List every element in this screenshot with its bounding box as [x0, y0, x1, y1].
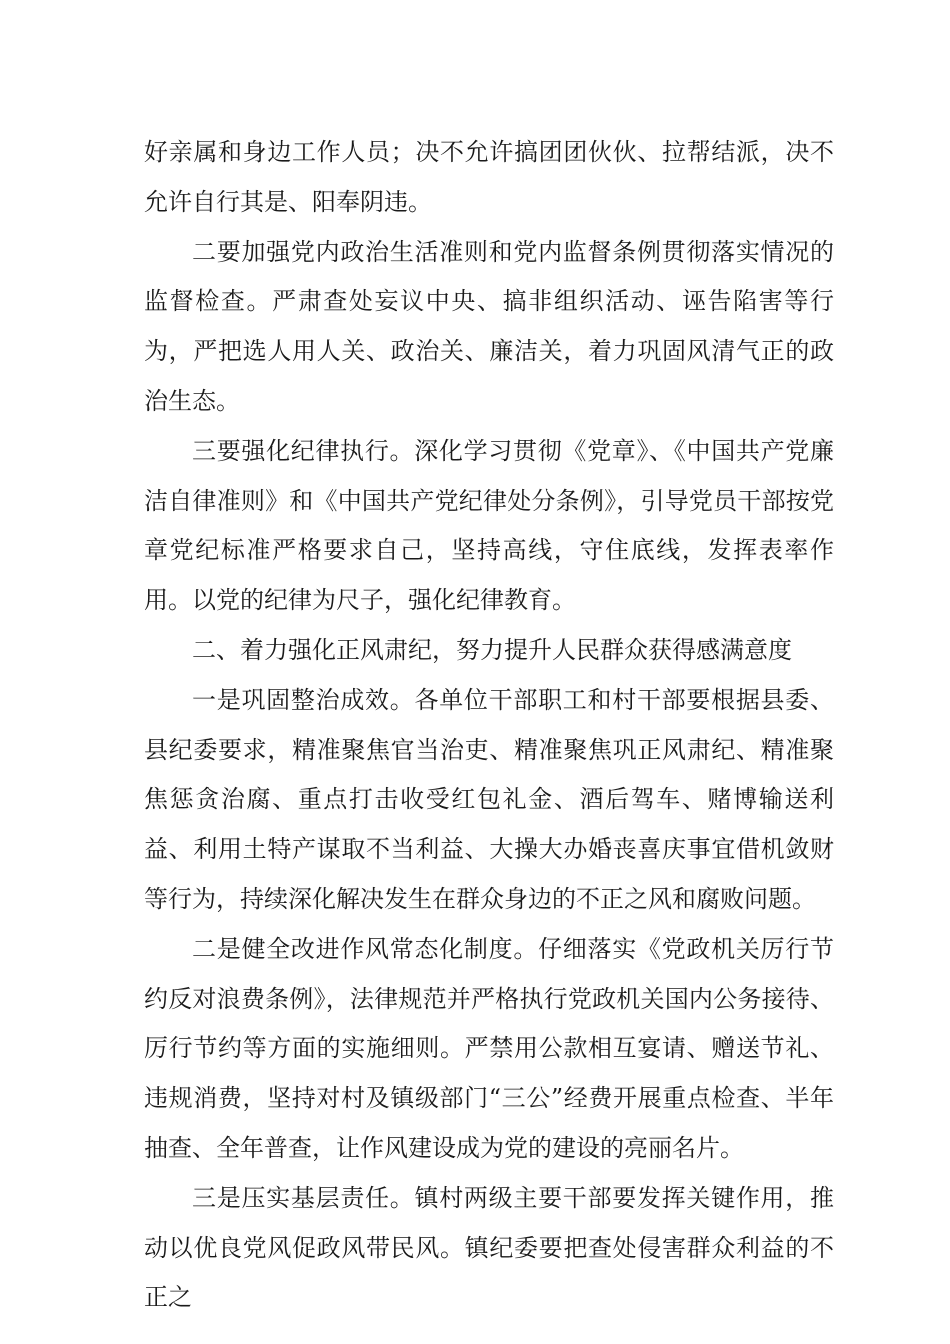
paragraph-discipline-enforcement: 三要强化纪律执行。深化学习贯彻《党章》、《中国共产党廉洁自律准则》和《中国共产党纪律处分条例》，引导党员干部按党章党纪标准严格要求自己，坚持高线，守住底线，发挥表率作用。以党的纪律为尺子，强化纪律教育。: [144, 436, 834, 615]
paragraph-consolidate-results: 一是巩固整治成效。各单位干部职工和村干部要根据县委、县纪委要求，精准聚焦官当治吏、精准聚焦巩正风肃纪、精准聚焦惩贪治腐、重点打击收受红包礼金、酒后驾车、赌博输送利益、利用土特产谋取不当利益、大操大办婚丧喜庆事宜借机敛财等行为，持续深化解决发生在群众身边的不正之风和腐败问题。: [144, 685, 834, 913]
section-heading-two: 二、着力强化正风肃纪，努力提升人民群众获得感满意度: [192, 635, 792, 664]
paragraph-grassroots-responsibility: 三是压实基层责任。镇村两级主要干部要发挥关键作用，推动以优良党风促政风带民风。镇纪委要把查处侵害群众利益的不正之: [144, 1183, 834, 1312]
paragraph-continuation: 好亲属和身边工作人员；决不允许搞团团伙伙、拉帮结派，决不允许自行其是、阳奉阴违。: [144, 138, 834, 216]
paragraph-style-improvement: 二是健全改进作风常态化制度。仔细落实《党政机关厉行节约反对浪费条例》，法律规范并严格执行党政机关国内公务接待、厉行节约等方面的实施细则。严禁用公款相互宴请、赠送节礼、违规消费，坚持对村及镇级部门“三公”经费开展重点检查、半年抽查、全年普查，让作风建设成为党的建设的亮丽名片。: [144, 934, 834, 1162]
document-body: [144, 128, 834, 1323]
paragraph-supervision-inspection: 二要加强党内政治生活准则和党内监督条例贯彻落实情况的监督检查。严肃查处妄议中央、搞非组织活动、诬告陷害等行为，严把选人用人关、政治关、廉洁关，着力巩固风清气正的政治生态。: [144, 237, 834, 415]
